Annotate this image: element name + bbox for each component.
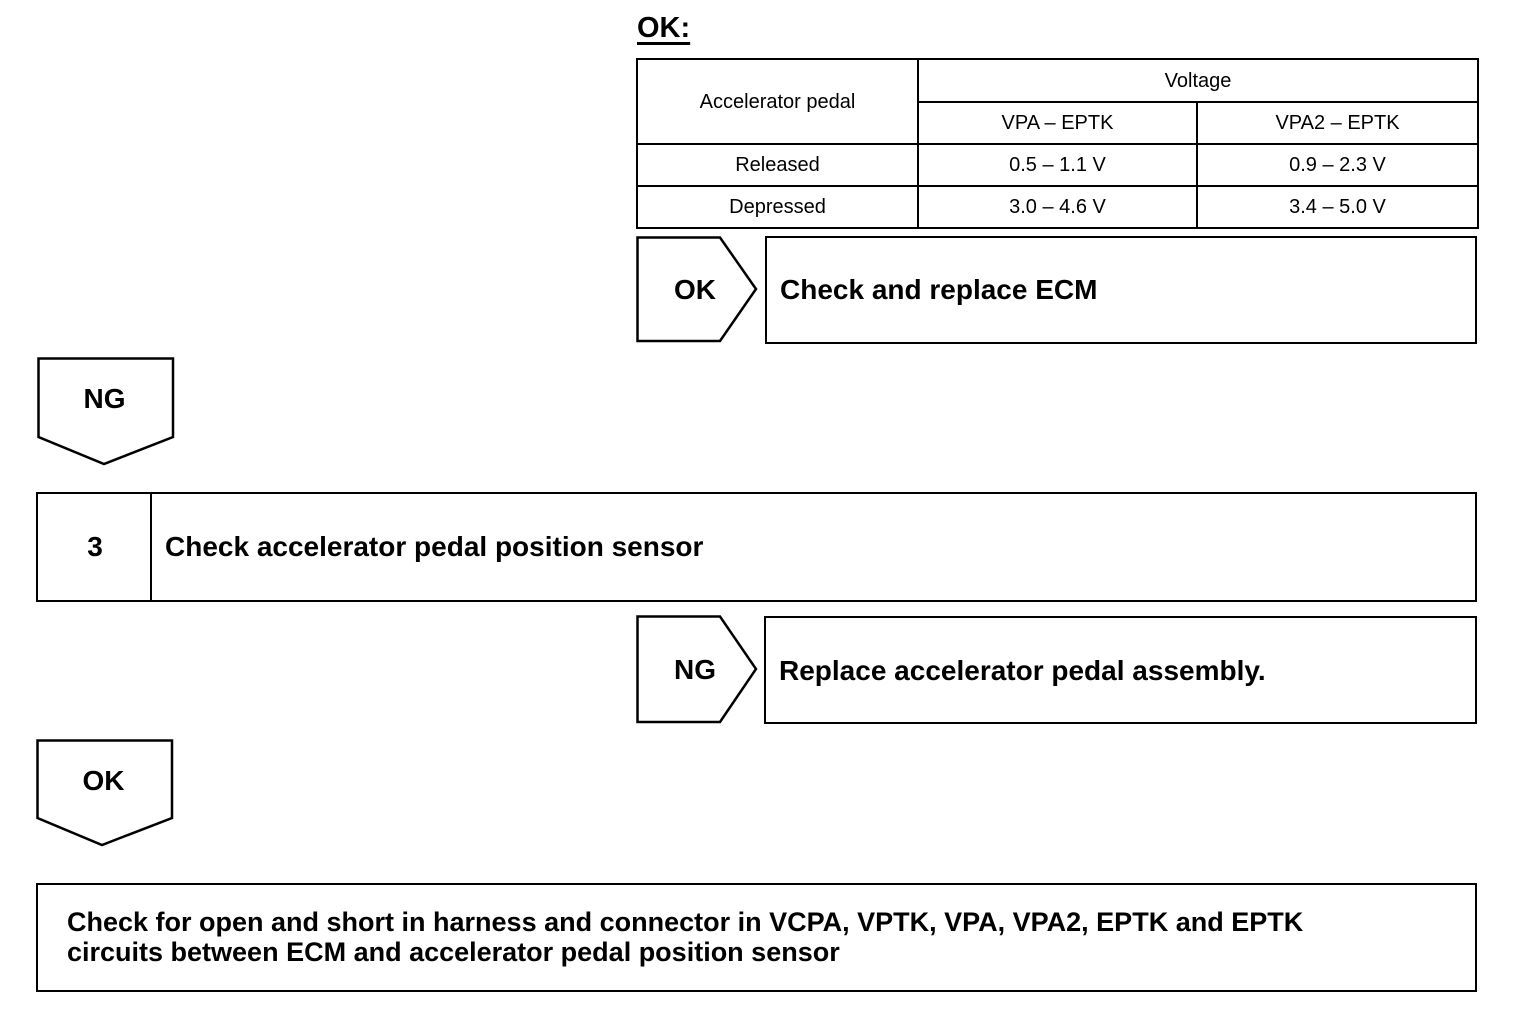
voltage-spec-table (636, 58, 1479, 229)
ok-spec-heading: OK: (637, 12, 691, 44)
vpa2-cell: 0.9 – 2.3 V (1197, 144, 1478, 186)
step-3-number-cell (38, 494, 152, 600)
ng-branch-label: NG (83, 383, 126, 414)
step-3-box (36, 492, 1477, 602)
replace-pedal-text: Replace accelerator pedal assembly. (779, 655, 1266, 686)
table-row (637, 186, 1478, 228)
ng-branch-label: NG (674, 654, 716, 685)
vpa2-cell: 3.4 – 5.0 V (1197, 186, 1478, 228)
condition-cell: Depressed (637, 186, 918, 228)
condition-cell: Released (637, 144, 918, 186)
final-check-line-1: Check for open and short in harness and connector in VCPA, VPTK, VPA, VPA2, EPTK and EPTK (67, 907, 1304, 937)
step-number: 3 (87, 531, 103, 562)
final-check-box (36, 883, 1477, 992)
header-voltage: Voltage (918, 59, 1478, 102)
ok-branch-label: OK (82, 765, 125, 796)
ok-branch-label: OK (674, 274, 716, 305)
check-replace-ecm-box (765, 236, 1477, 344)
check-replace-ecm-text: Check and replace ECM (780, 274, 1098, 305)
header-vpa-eptk: VPA – EPTK (918, 102, 1197, 144)
table-row (637, 144, 1478, 186)
step-title: Check accelerator pedal position sensor (165, 531, 704, 562)
vpa-cell: 3.0 – 4.6 V (918, 186, 1197, 228)
header-accelerator-pedal: Accelerator pedal (637, 59, 918, 144)
replace-pedal-box (764, 616, 1477, 724)
final-check-line-2: circuits between ECM and accelerator pedal position sensor (67, 937, 840, 967)
header-vpa2-eptk: VPA2 – EPTK (1197, 102, 1478, 144)
vpa-cell: 0.5 – 1.1 V (918, 144, 1197, 186)
